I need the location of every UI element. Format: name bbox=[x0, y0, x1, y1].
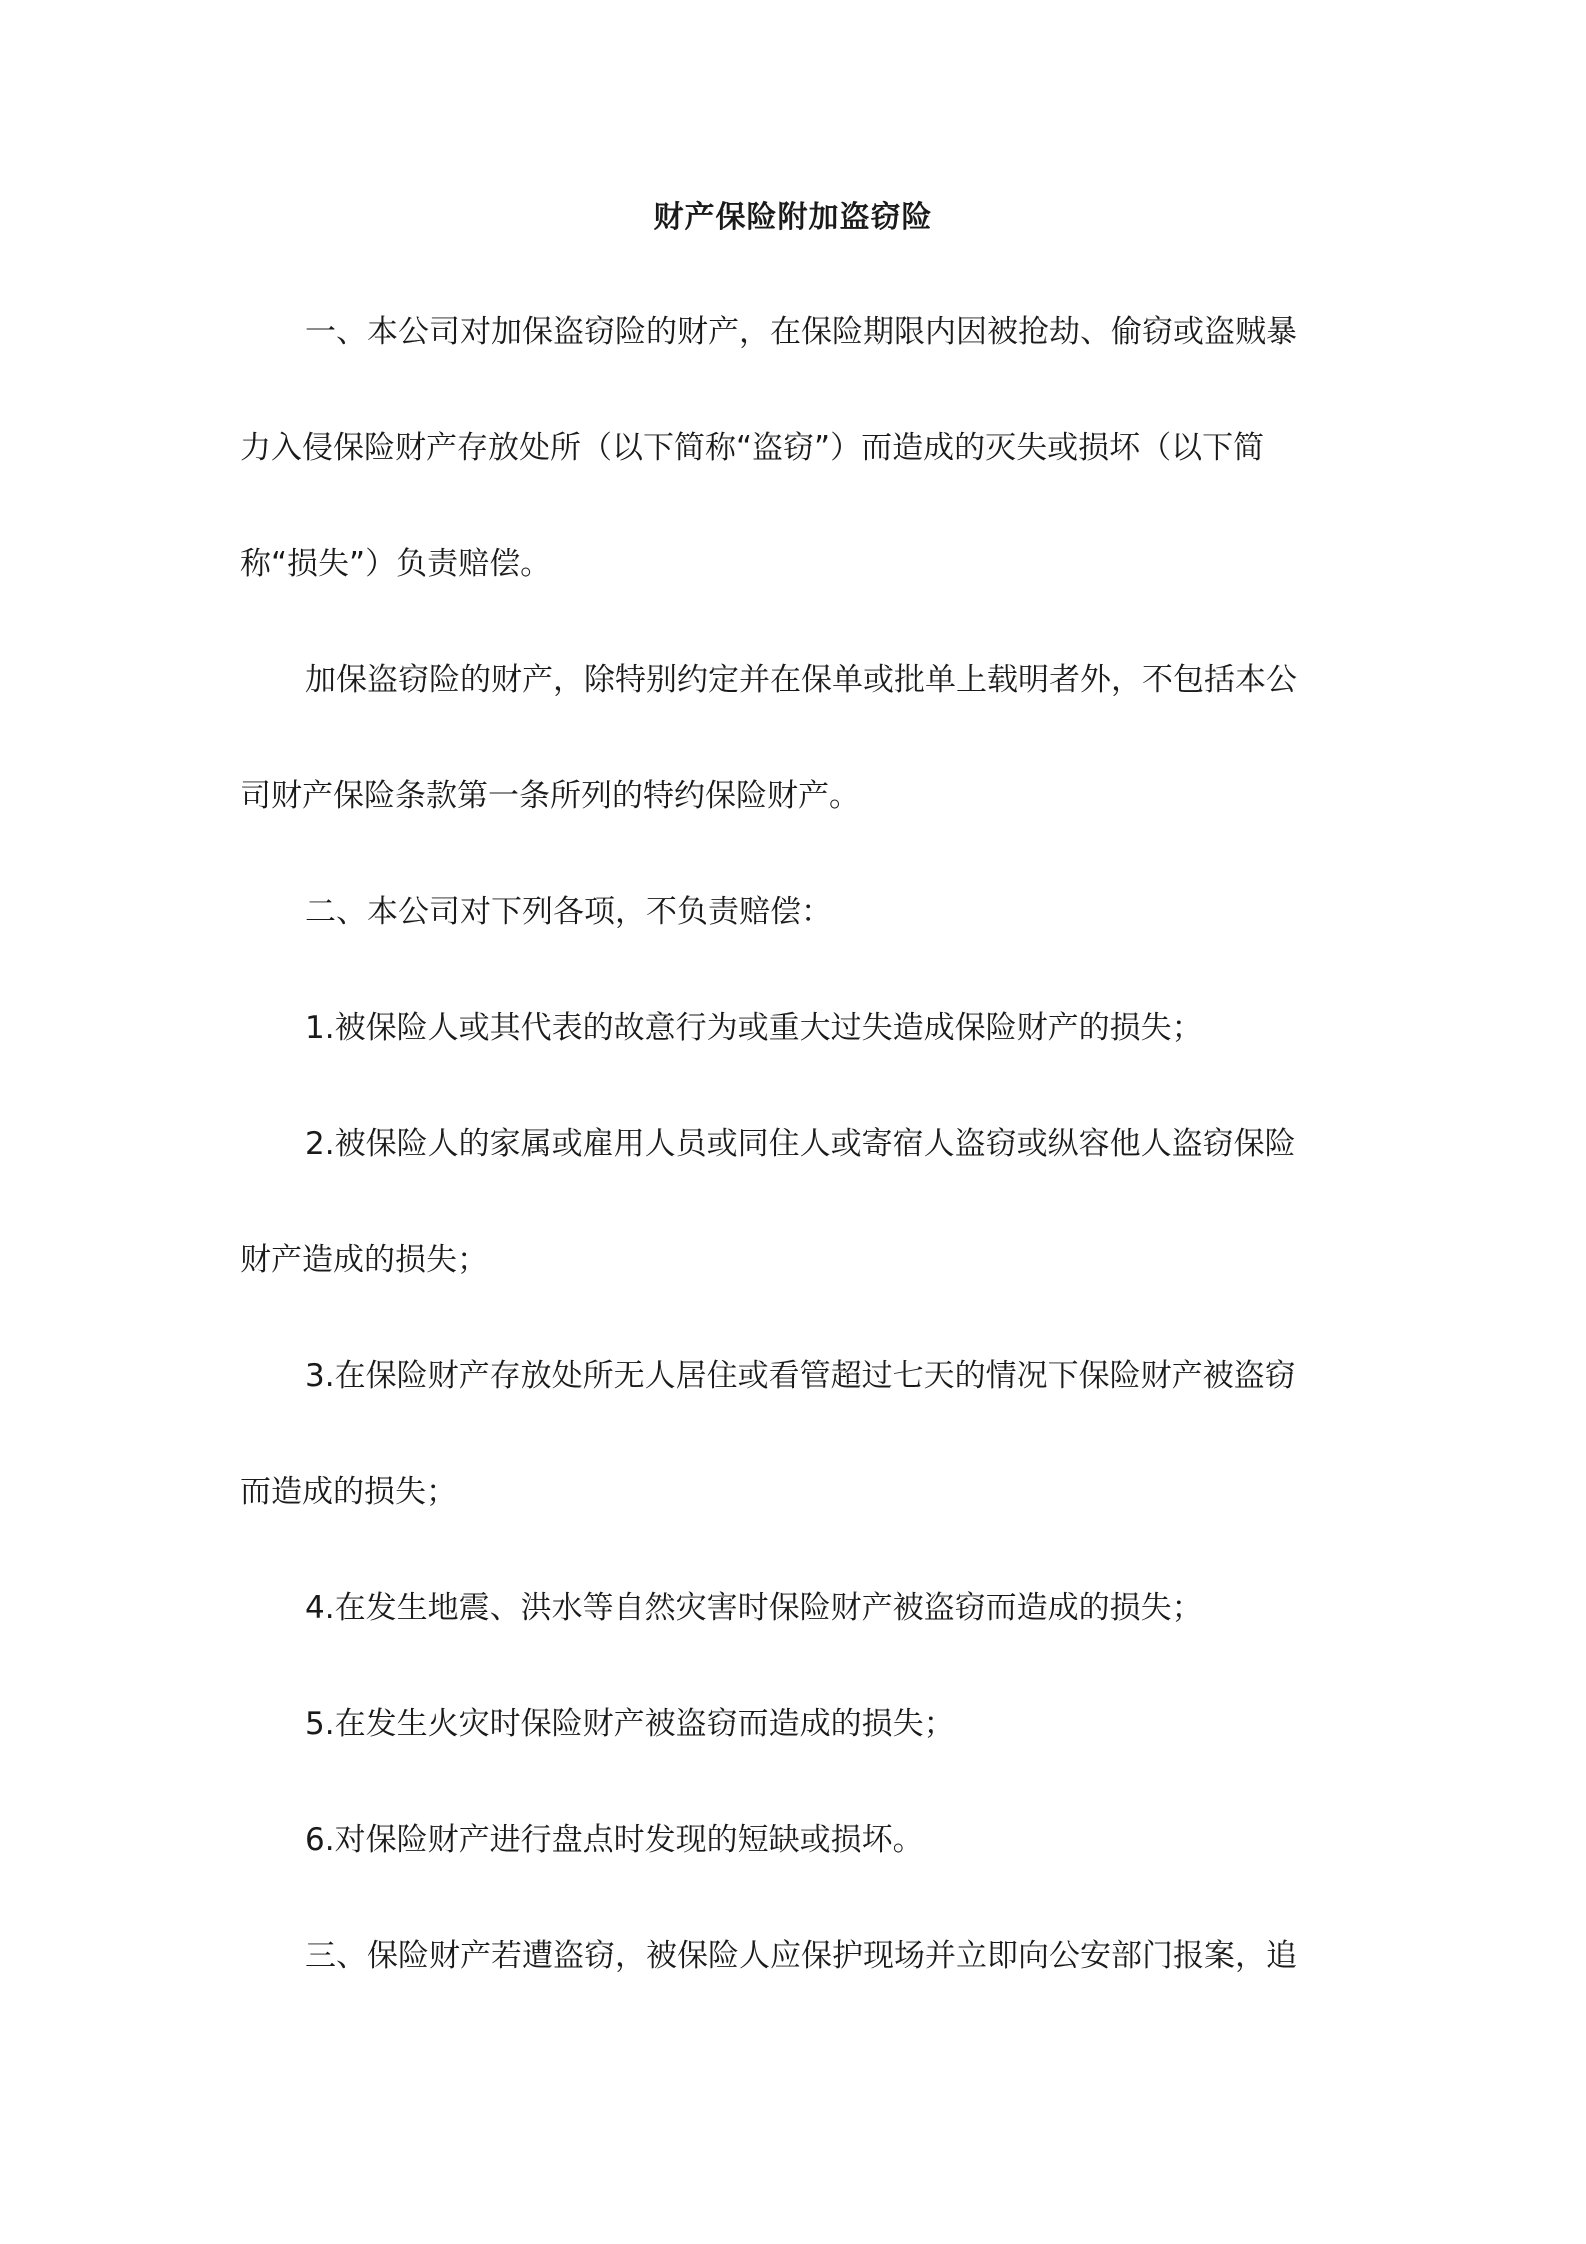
paragraph-line: 力入侵保险财产存放处所（以下简称“盗窃”）而造成的灭失或损坏（以下简 bbox=[240, 430, 1265, 466]
paragraph-line: 3.在保险财产存放处所无人居住或看管超过七天的情况下保险财产被盗窃 bbox=[305, 1358, 1296, 1394]
paragraph-line: 5.在发生火灾时保险财产被盗窃而造成的损失； bbox=[305, 1706, 955, 1742]
paragraph-line: 财产造成的损失； bbox=[240, 1242, 488, 1278]
paragraph-line: 称“损失”）负责赔偿。 bbox=[240, 546, 552, 582]
paragraph-line: 6.对保险财产进行盘点时发现的短缺或损坏。 bbox=[305, 1822, 924, 1858]
document-title: 财产保险附加盗窃险 bbox=[653, 200, 933, 235]
paragraph-line: 三、保险财产若遭盗窃，被保险人应保护现场并立即向公安部门报案，追 bbox=[305, 1938, 1297, 1974]
paragraph-line: 2.被保险人的家属或雇用人员或同住人或寄宿人盗窃或纵容他人盗窃保险 bbox=[305, 1126, 1296, 1162]
paragraph-line: 加保盗窃险的财产，除特别约定并在保单或批单上载明者外，不包括本公 bbox=[305, 662, 1297, 698]
paragraph-line: 二、本公司对下列各项，不负责赔偿： bbox=[305, 894, 832, 930]
paragraph-line: 而造成的损失； bbox=[240, 1474, 457, 1510]
paragraph-line: 一、本公司对加保盗窃险的财产，在保险期限内因被抢劫、偷窃或盗贼暴 bbox=[305, 314, 1297, 350]
paragraph-line: 司财产保险条款第一条所列的特约保险财产。 bbox=[240, 778, 860, 814]
paragraph-line: 4.在发生地震、洪水等自然灾害时保险财产被盗窃而造成的损失； bbox=[305, 1590, 1203, 1626]
paragraph-line: 1.被保险人或其代表的故意行为或重大过失造成保险财产的损失； bbox=[305, 1010, 1203, 1046]
